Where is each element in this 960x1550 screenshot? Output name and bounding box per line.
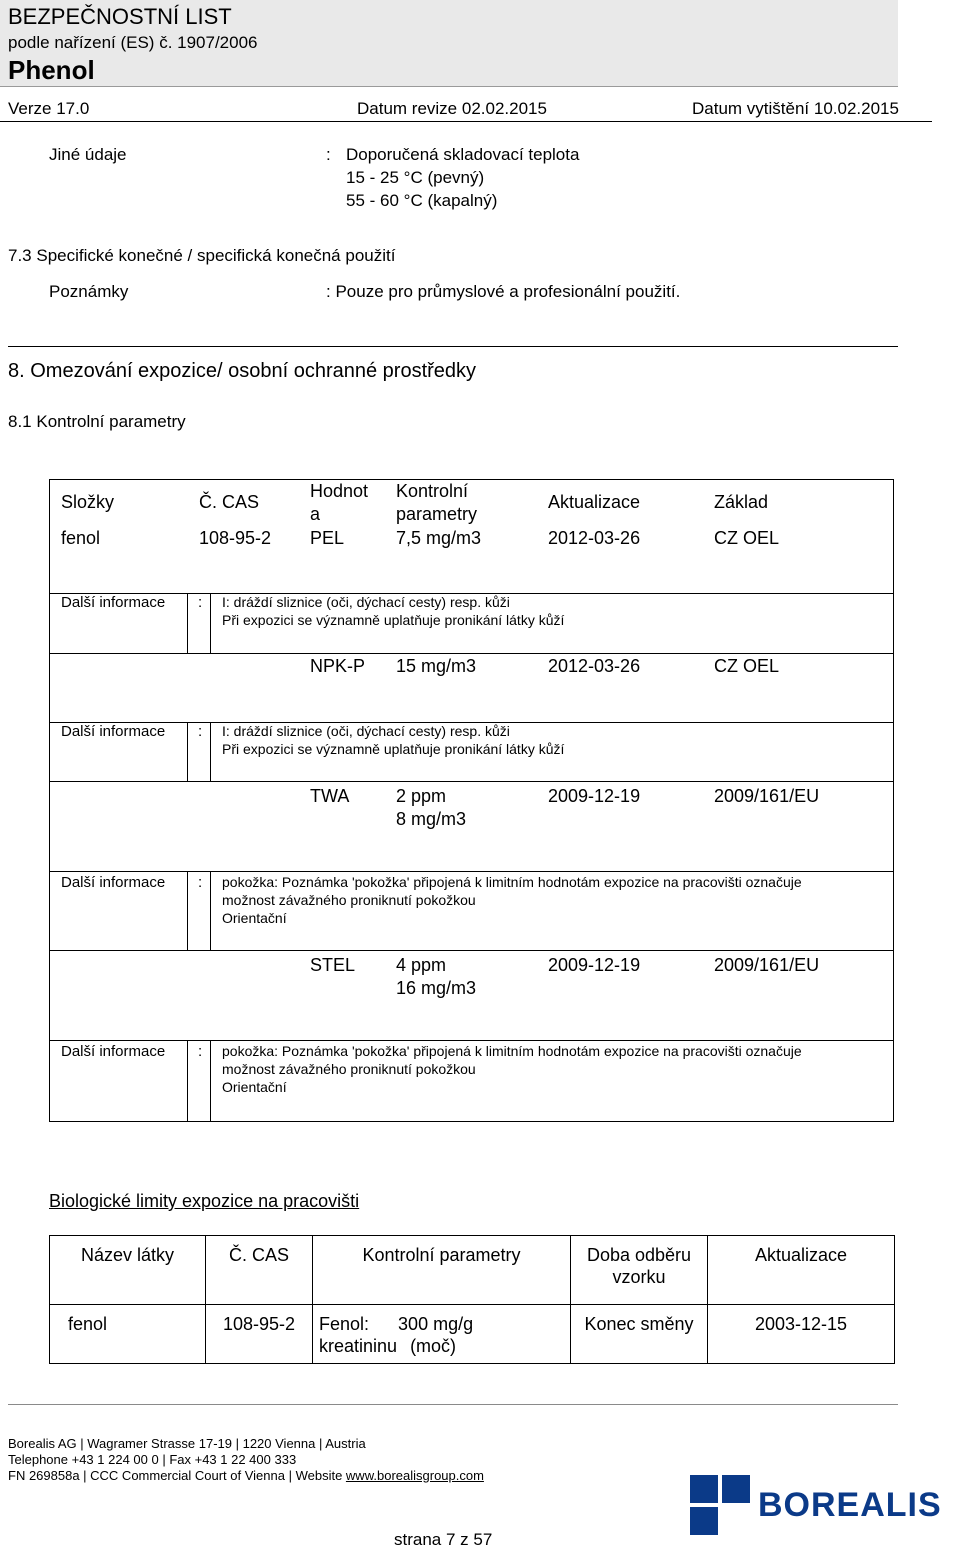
- bio-params: [313, 1305, 571, 1364]
- footer-website-link[interactable]: www.borealisgroup.com: [345, 1468, 484, 1483]
- limit-type: PEL: [310, 528, 345, 548]
- info-colon: :: [198, 1043, 203, 1060]
- info-text: pokožka: Poznámka 'pokožka' připojená k limitním hodnotám expozice na pracovišti označuje: [222, 874, 802, 890]
- bio-header-row: [50, 1236, 895, 1305]
- limit-date: 2012-03-26: [548, 656, 641, 676]
- limit-date: 2012-03-26: [548, 528, 641, 548]
- header-divider: [0, 86, 898, 87]
- info-colon: :: [198, 874, 203, 891]
- other-info-colon: :: [326, 145, 331, 164]
- bio-param-d: (moč): [410, 1336, 457, 1356]
- doc-title: BEZPEČNOSTNÍ LIST: [8, 4, 232, 29]
- cell-divider: [187, 1040, 188, 1122]
- limit-basis: CZ OEL: [714, 656, 780, 676]
- row-divider: [49, 653, 894, 654]
- cell-divider: [210, 1040, 211, 1122]
- limit-type: TWA: [310, 786, 350, 806]
- info-text: možnost závažného proniknutí pokožkou: [222, 892, 476, 908]
- cell-divider: [210, 593, 211, 653]
- logo-wordmark: BOREALIS: [758, 1486, 942, 1524]
- limit-basis: 2009/161/EU: [714, 955, 820, 975]
- notes-label: Poznámky: [49, 282, 129, 301]
- limit-value: 8 mg/m3: [396, 809, 467, 829]
- limit-value: 7,5 mg/m3: [396, 528, 482, 548]
- regulation: podle nařízení (ES) č. 1907/2006: [8, 33, 258, 52]
- bio-header-time: Doba odběru vzorku: [571, 1236, 708, 1305]
- version: Verze 17.0: [8, 99, 90, 118]
- info-text: Orientační: [222, 1079, 287, 1095]
- other-info-line: Doporučená skladovací teplota: [346, 145, 580, 164]
- footer-registry-text: FN 269858a | CCC Commercial Court of Vienna | Website: [8, 1468, 346, 1483]
- info-text: možnost závažného proniknutí pokožkou: [222, 1061, 476, 1077]
- limit-date: 2009-12-19: [548, 955, 641, 975]
- info-label: Další informace: [61, 723, 166, 740]
- component-cas: 108-95-2: [199, 528, 272, 548]
- section-8-1-title: 8.1 Kontrolní parametry: [8, 412, 186, 431]
- bio-cas: 108-95-2: [206, 1305, 313, 1364]
- col-header-params: parametry: [396, 504, 478, 524]
- row-divider: [49, 950, 894, 951]
- cell-divider: [187, 871, 188, 950]
- limit-date: 2009-12-19: [548, 786, 641, 806]
- product-name: Phenol: [8, 55, 95, 85]
- bio-limits-table: [49, 1235, 895, 1364]
- col-header-params: Kontrolní: [396, 481, 469, 501]
- logo-square-icon: [690, 1475, 718, 1503]
- info-text: I: dráždí sliznice (oči, dýchací cesty) resp. kůži: [222, 594, 510, 610]
- col-header-cas: Č. CAS: [199, 492, 260, 512]
- footer-phone: Telephone +43 1 224 00 0 | Fax +43 1 22 400 333: [8, 1452, 297, 1467]
- logo-square-icon: [722, 1475, 750, 1503]
- limit-type: STEL: [310, 955, 356, 975]
- print-date: Datum vytištění 10.02.2015: [692, 99, 899, 118]
- row-divider: [49, 1040, 894, 1041]
- other-info-line: 15 - 25 °C (pevný): [346, 168, 485, 187]
- row-divider: [49, 781, 894, 782]
- other-info-line: 55 - 60 °C (kapalný): [346, 191, 498, 210]
- bio-data-row: [50, 1305, 895, 1364]
- row-divider: [49, 871, 894, 872]
- limit-value: 15 mg/m3: [396, 656, 477, 676]
- col-header-value: Hodnot: [310, 481, 369, 501]
- bio-param-a: Fenol:: [319, 1314, 370, 1334]
- bio-header-cas: Č. CAS: [206, 1236, 313, 1305]
- limit-basis: CZ OEL: [714, 528, 780, 548]
- header-underline: [0, 121, 932, 122]
- section-8-title: 8. Omezování expozice/ osobní ochranné prostředky: [8, 360, 477, 382]
- info-label: Další informace: [61, 874, 166, 891]
- other-info-label: Jiné údaje: [49, 145, 127, 164]
- page-number: strana 7 z 57: [394, 1530, 493, 1549]
- info-text: Při expozici se významně uplatňuje pronikání látky kůží: [222, 612, 565, 628]
- info-colon: :: [198, 594, 203, 611]
- col-header-value: a: [310, 504, 321, 524]
- bio-date: 2003-12-15: [708, 1305, 895, 1364]
- limit-value: 2 ppm: [396, 786, 447, 806]
- limit-value: 4 ppm: [396, 955, 447, 975]
- cell-divider: [210, 722, 211, 781]
- cell-divider: [187, 593, 188, 653]
- cell-divider: [187, 722, 188, 781]
- bio-header-name: Název látky: [50, 1236, 206, 1305]
- info-text: I: dráždí sliznice (oči, dýchací cesty) resp. kůži: [222, 723, 510, 739]
- bio-time: Konec směny: [571, 1305, 708, 1364]
- info-label: Další informace: [61, 594, 166, 611]
- section-8-rule: [8, 346, 898, 347]
- footer-registry: [8, 1468, 484, 1483]
- notes-value: : Pouze pro průmyslové a profesionální použití.: [326, 282, 681, 301]
- col-header-component: Složky: [61, 492, 115, 512]
- bio-header-update: Aktualizace: [708, 1236, 895, 1305]
- bio-name: fenol: [50, 1305, 206, 1364]
- cell-divider: [210, 871, 211, 950]
- bio-header-params: Kontrolní parametry: [313, 1236, 571, 1305]
- info-label: Další informace: [61, 1043, 166, 1060]
- bio-param-c: kreatininu: [319, 1336, 398, 1356]
- info-text: Při expozici se významně uplatňuje pronikání látky kůží: [222, 741, 565, 757]
- info-colon: :: [198, 723, 203, 740]
- footer-rule: [8, 1404, 898, 1405]
- info-text: pokožka: Poznámka 'pokožka' připojená k limitním hodnotám expozice na pracovišti označuje: [222, 1043, 802, 1059]
- revision-date: Datum revize 02.02.2015: [357, 99, 547, 118]
- info-text: Orientační: [222, 910, 287, 926]
- bio-limits-title: Biologické limity expozice na pracovišti: [49, 1191, 360, 1211]
- logo-square-icon: [690, 1507, 718, 1535]
- limit-basis: 2009/161/EU: [714, 786, 820, 806]
- section-7-3-title: 7.3 Specifické konečné / specifická konečná použití: [8, 246, 396, 265]
- limit-type: NPK-P: [310, 656, 366, 676]
- bio-param-b: 300 mg/g: [398, 1314, 474, 1334]
- component-name: fenol: [61, 528, 101, 548]
- footer-address: Borealis AG | Wagramer Strasse 17-19 | 1220 Vienna | Austria: [8, 1436, 366, 1451]
- limit-value: 16 mg/m3: [396, 978, 477, 998]
- col-header-update: Aktualizace: [548, 492, 641, 512]
- col-header-basis: Základ: [714, 492, 769, 512]
